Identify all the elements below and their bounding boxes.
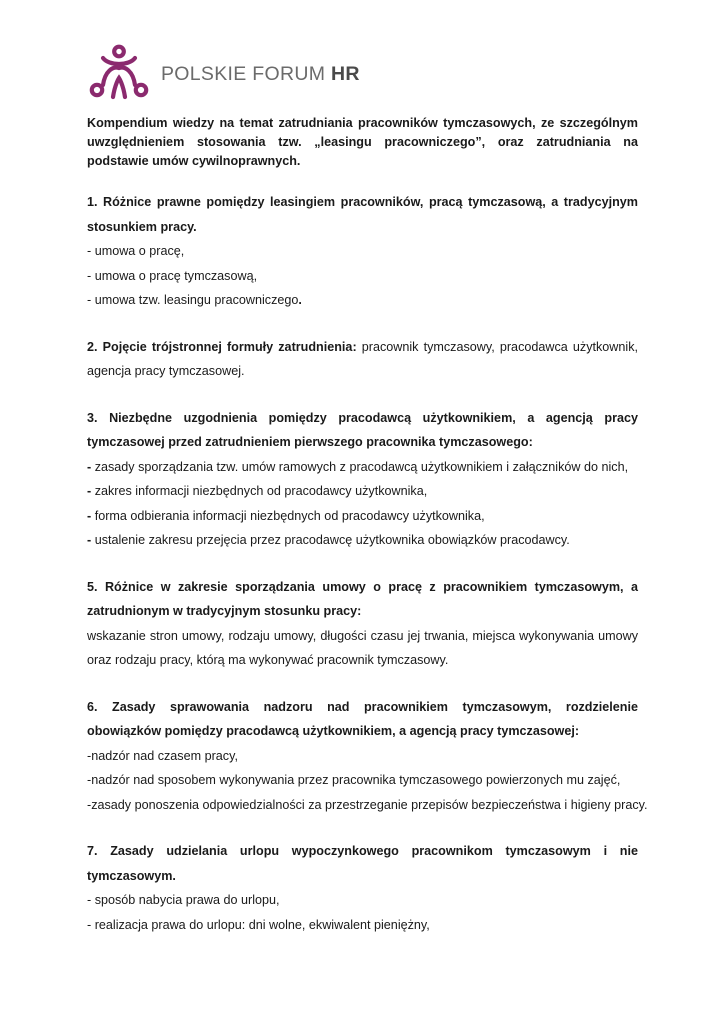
list-item: - realizacja prawa do urlopu: dni wolne, ekwiwalent pieniężny, (87, 917, 430, 932)
section-7 (87, 839, 638, 937)
list-dash: - (87, 508, 92, 523)
list-item: -nadzór nad sposobem wykonywania przez pracownika tymczasowego powierzonych mu zajęć, (87, 773, 621, 787)
logo-text-regular: POLSKIE FORUM (161, 62, 331, 85)
list-item (87, 288, 638, 313)
list-item-text: zakres informacji niezbędnych od pracodawcy użytkownika, (91, 484, 428, 498)
list-item: - umowa o pracę tymczasową, (87, 268, 258, 283)
list-item-text: ustalenie zakresu przejęcia przez pracodawcę użytkownika obowiązków pracodawcy. (91, 533, 570, 547)
list-item-text: forma odbierania informacji niezbędnych od pracodawcy użytkownika, (91, 508, 485, 523)
section-1-title: 1. Różnice prawne pomiędzy leasingiem pracowników, pracą tymczasową, a tradycyjnym stosunkiem pracy. (87, 195, 638, 234)
section-5-text: wskazanie stron umowy, rodzaju umowy, długości czasu jej trwania, miejsca wykonywania umowy oraz rodzaju pracy, którą ma wykonywać pracownik tymczasowy. (87, 628, 638, 667)
list-dash: - (87, 459, 92, 474)
list-item: - umowa o pracę, (87, 244, 185, 258)
section-6 (87, 695, 648, 818)
list-dash: - (87, 484, 92, 498)
list-item (87, 455, 638, 480)
logo-text-bold: HR (330, 62, 360, 85)
section-5 (87, 575, 638, 673)
section-3 (87, 406, 638, 553)
section-2-title: 2. Pojęcie trójstronnej formuły zatrudnienia: (87, 339, 357, 354)
section-2 (87, 335, 638, 384)
logo-wordmark (161, 63, 360, 86)
section-3-title: 3. Niezbędne uzgodnienia pomiędzy pracodawcą użytkownikiem, a agencją pracy tymczasowej przed zatrudnieniem pierwszego pracownika tymczasowego: (87, 410, 638, 449)
people-circle-logo-icon (89, 44, 149, 100)
section-6-title: 6. Zasady sprawowania nadzoru nad pracownikiem tymczasowym, rozdzielenie obowiązków pomiędzy pracodawcą użytkownikiem, a agencją pracy tymczasowej: (87, 699, 638, 738)
section-2-text: pracownik tymczasowy, pracodawca użytkownik, agencja pracy tymczasowej. (87, 339, 638, 378)
list-item-text: zasady sporządzania tzw. umów ramowych z pracodawcą użytkownikiem i załączników do nich, (91, 459, 629, 474)
section-1 (87, 190, 638, 313)
document-intro: Kompendium wiedzy na temat zatrudniania pracowników tymczasowych, ze szczególnym uwzględnieniem stosowania tzw. „leasingu pracowniczego”, oraz zatrudniania na podstawie umów cywilnoprawnych. (87, 116, 638, 168)
list-item-text: - umowa tzw. leasingu pracowniczego (87, 293, 299, 307)
polskie-forum-hr-logo (89, 44, 360, 100)
list-item (87, 479, 638, 504)
section-2-paragraph (87, 335, 638, 384)
section-5-title: 5. Różnice w zakresie sporządzania umowy o pracę z pracownikiem tymczasowym, a zatrudnionym w tradycyjnym stosunku pracy: (87, 579, 638, 618)
list-item-dot: . (298, 293, 302, 307)
section-7-title: 7. Zasady udzielania urlopu wypoczynkowego pracownikom tymczasowym i nie tymczasowym. (87, 844, 638, 883)
document-body (87, 114, 648, 937)
list-item: - sposób nabycia prawa do urlopu, (87, 893, 280, 907)
list-item (87, 504, 638, 529)
list-dash: - (87, 533, 92, 547)
list-item: -zasady ponoszenia odpowiedzialności za przestrzeganie przepisów bezpieczeństwa i higieny pracy. (87, 797, 648, 812)
list-item (87, 528, 638, 553)
list-item: -nadzór nad czasem pracy, (87, 748, 238, 763)
